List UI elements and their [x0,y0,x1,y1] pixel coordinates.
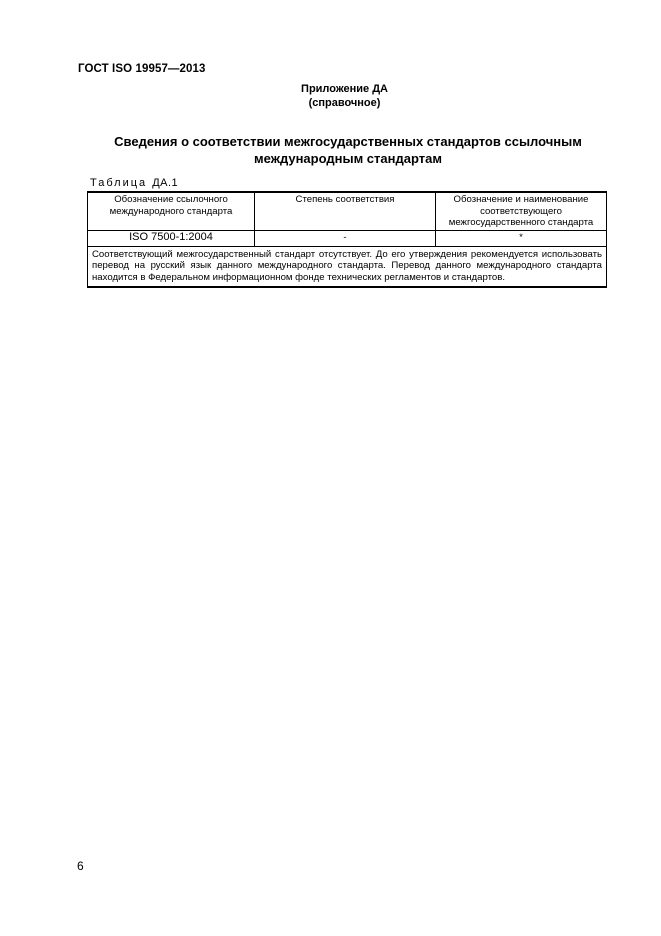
appendix-kind: (справочное) [308,97,381,109]
appendix-label: Приложение ДА [301,83,388,95]
column-header-degree-of-correspondence: Степень соответствия [255,192,436,230]
table-cell-interstate-standard: * [436,230,607,246]
column-header-interstate-standard: Обозначение и наименование соответствующего межгосударственного стандарта [436,192,607,230]
table-row [88,230,607,246]
page-title [88,133,608,167]
document-code: ГОСТ ISO 19957—2013 [78,63,206,75]
table-cell-degree-of-correspondence: - [255,230,436,246]
page-title-line-1: Сведения о соответствии межгосударственных стандартов ссылочным [114,134,582,149]
page-title-line-2: международным стандартам [254,151,442,166]
table-note-row [88,246,607,287]
table-note: Соответствующий межгосударственный стандарт отсутствует. До его утверждения рекомендуется использовать перевод на русский язык данного международного стандарта. Перевод данного международного стандарта находится в Федеральном информационном фонде технических регламентов и стандартов. [88,246,607,287]
table-caption-prefix: Таблица [90,177,148,189]
table-caption [90,177,178,189]
table-header-row [88,192,607,230]
page-number: 6 [77,859,84,873]
column-header-reference-standard: Обозначение ссылочного международного стандарта [88,192,255,230]
table-cell-reference-standard: ISO 7500-1:2004 [88,230,255,246]
table-caption-number: ДА.1 [152,177,179,189]
appendix-heading [0,82,661,110]
correspondence-table [87,191,607,288]
